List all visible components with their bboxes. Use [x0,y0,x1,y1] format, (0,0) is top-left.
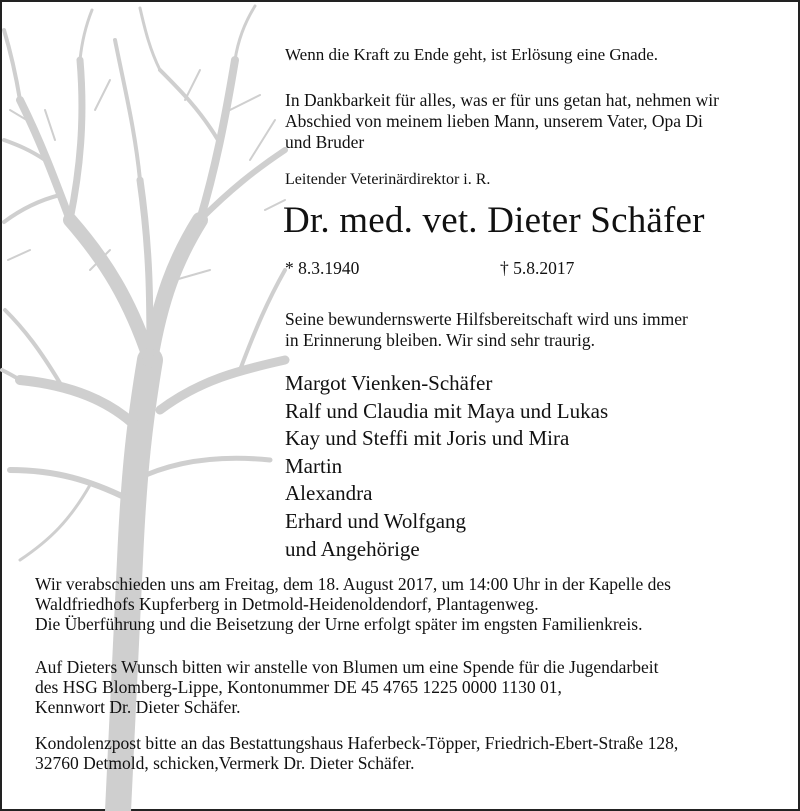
family-member: Margot Vienken-Schäfer [285,371,493,395]
family-member: Erhard und Wolfgang [285,508,467,533]
family-member: und Angehörige [285,536,420,561]
thanks-paragraph [285,90,785,153]
deceased-name: Dr. med. vet. Dieter Schäfer [283,200,705,241]
condolence-info [35,733,775,773]
birth-date: * 8.3.1940 [285,258,360,278]
funeral-text: Wir verabschieden uns am Freitag, dem 18. August 2017, um 14:00 Uhr in der Kapelle des Waldfriedhofs Kupferberg in Detmold-Heidenoldendorf, Plantagenweg. Die Überführung und die Beisetzung der Urne erfolgt später im engsten Familienkreis. [35,574,671,634]
death-date: † 5.8.2017 [500,258,575,278]
thanks-text: In Dankbarkeit für alles, was er für uns getan hat, nehmen wir Abschied von meinem lieben Mann, unserem Vater, Opa Di und Bruder [285,90,719,152]
donation-text: Auf Dieters Wunsch bitten wir anstelle von Blumen um eine Spende für die Jugendarbeit des HSG Blomberg-Lippe, Kontonummer DE 45 4765 1225 0000 1130 01, Kennwort Dr. Dieter Schäfer. [35,657,659,717]
family-member: Martin [285,453,343,478]
family-member: Ralf und Claudia mit Maya und Lukas [285,398,609,423]
family-list [285,370,608,563]
motto: Wenn die Kraft zu Ende geht, ist Erlösung eine Gnade. [285,45,658,64]
condolence-text: Kondolenzpost bitte an das Bestattungshaus Haferbeck-Töpper, Friedrich-Ebert-Straße 128, 32760 Detmold, schicken,Vermerk Dr. Dieter Schäfer. [35,733,679,773]
professional-title: Leitender Veterinärdirektor i. R. [285,171,491,188]
funeral-info [35,574,775,634]
family-member: Kay und Steffi mit Joris und Mira [285,426,570,451]
donation-info [35,657,775,717]
remembrance-text: Seine bewundernswerte Hilfsbereitschaft wird uns immer in Erinnerung bleiben. Wir sind sehr traurig. [285,309,688,350]
motto-text [285,44,658,66]
family-member: Alexandra [285,481,373,506]
remembrance-paragraph [285,309,765,351]
